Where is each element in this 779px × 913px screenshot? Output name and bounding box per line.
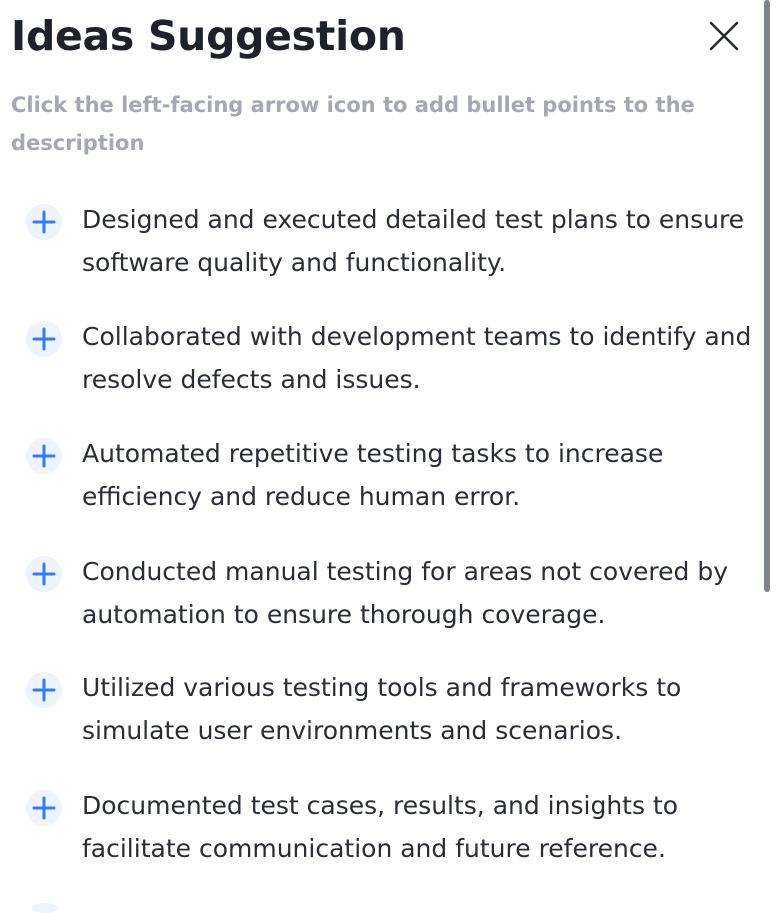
panel-instructions: Click the left-facing arrow icon to add bullet points to the description [11, 93, 695, 155]
suggestion-text: Utilized various testing tools and frameworks to simulate user environments and scenarios. [82, 673, 682, 745]
suggestion-text: Automated repetitive testing tasks to increase efficiency and reduce human error. [82, 439, 664, 511]
suggestion-item[interactable] [0, 784, 762, 884]
suggestion-item[interactable] [0, 198, 762, 298]
next-item-hint [32, 903, 58, 913]
scrollbar-thumb[interactable] [764, 0, 770, 592]
plus-icon[interactable] [26, 438, 62, 474]
suggestion-text: Documented test cases, results, and insights to facilitate communication and future reference. [82, 791, 679, 863]
plus-icon[interactable] [26, 790, 62, 826]
suggestion-text: Conducted manual testing for areas not covered by automation to ensure thorough coverage. [82, 557, 728, 629]
close-button[interactable] [704, 16, 744, 56]
plus-icon[interactable] [26, 672, 62, 708]
suggestion-item[interactable] [0, 432, 762, 532]
plus-icon[interactable] [26, 556, 62, 592]
panel-title: Ideas Suggestion [11, 12, 406, 60]
suggestion-item[interactable] [0, 315, 762, 415]
suggestion-text: Designed and executed detailed test plans to ensure software quality and functionality. [82, 205, 745, 277]
suggestion-text: Collaborated with development teams to identify and resolve defects and issues. [82, 322, 752, 394]
suggestion-item[interactable] [0, 666, 762, 766]
plus-icon[interactable] [26, 321, 62, 357]
close-icon [704, 16, 744, 56]
suggestion-item[interactable] [0, 550, 762, 650]
plus-icon[interactable] [26, 204, 62, 240]
